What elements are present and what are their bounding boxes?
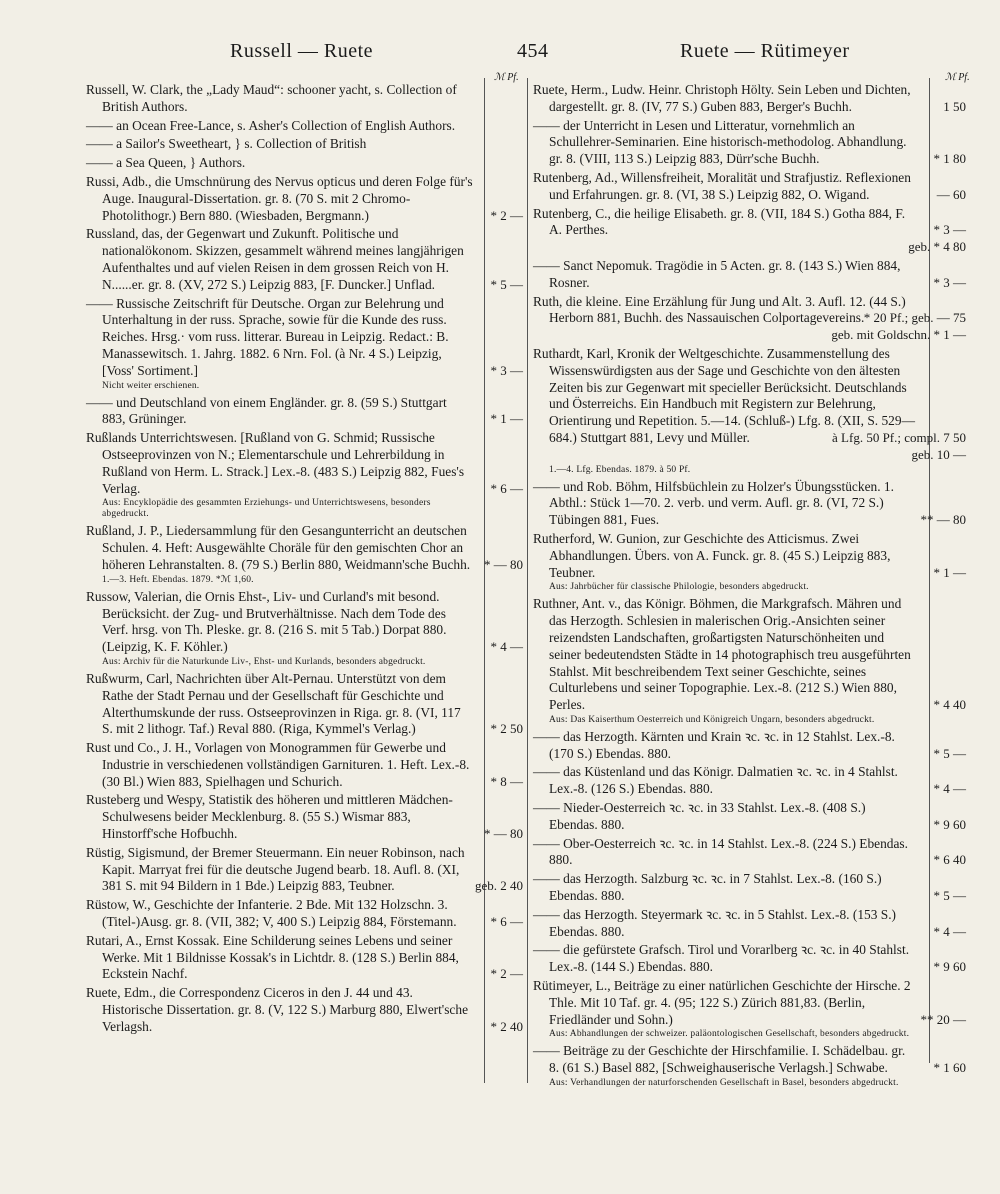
entry-price: * — 80 [484,556,523,572]
entry-price: geb. 2 40 [474,878,523,894]
entry-text: —— Beiträge zu der Geschichte der Hirschfamilie. I. Schädelbau. gr. 8. (61 S.) Basel 882, [Schweighauserische Verlagsh.] Schwabe. [533,1043,906,1076]
catalog-entry [533,346,966,464]
entry-text: —— und Deutschland von einem Engländer. gr. 8. (59 S.) Stuttgart 883, Grüninger. [86,394,447,427]
entry-text: —— das Herzogth. Salzburg ꝛc. ꝛc. in 7 Stahlst. Lex.-8. (160 S.) Ebendas. 880. [533,871,882,904]
entry-price: ** 20 — [920,1011,966,1027]
catalog-entry [86,296,523,380]
entry-text: Rutherford, W. Gunion, zur Geschichte des Atticismus. Zwei Abhandlungen. Übers. von A. Funck. gr. 8. (45 S.) Leipzig 883, Teubner. [533,530,891,580]
catalog-entry [533,531,966,581]
entry-price: * 2 — [490,207,523,223]
page-header [0,40,1000,70]
entry-note: Aus: Archiv für die Naturkunde Liv-, Ehst- und Kurlands, besonders abgedruckt. [102,656,426,667]
entry-text: —— an Ocean Free-Lance, s. Asher's Collection of English Authors. [86,117,456,133]
entry-text: Rusteberg und Wespy, Statistik des höheren und mittleren Mädchen-Schulwesens beider Mecklenburg. 8. (55 S.) Wismar 883, Hinstorff'sche Hofbuchh. [86,792,453,842]
catalog-entry [533,118,966,168]
entry-text: Ruthner, Ant. v., das Königr. Böhmen, die Markgrafsch. Mähren und das Herzogth. Schlesien in malerischen Orig.-Ansichten seiner reizendsten Landschaften, großartigsten Naturschönheiten und seiner bedeutendsten Städte in 14 photographisch treu ausgeführten Stahlst. Mit beschreibendem Text seiner Geschichte, seines Culturlebens und seiner Topographie. Lex.-8. (212 S.) Wien 880, Perles. [533,596,911,713]
entry-text: —— das Küstenland und das Königr. Dalmatien ꝛc. ꝛc. in 4 Stahlst. Lex.-8. (126 S.) Ebendas. 880. [533,764,898,797]
catalog-entry [533,729,966,763]
entry-price: * 6 — [490,914,523,930]
entry-note: Aus: Jahrbücher für classische Philologie, besonders abgedruckt. [549,582,809,593]
catalog-entry [86,933,523,983]
entry-text: Russow, Valerian, die Ornis Ehst-, Liv- und Curland's mit besond. Berücksicht. der Zug- und Brutverhältnisse. Nach dem Tode des Verf. hrsg. von Th. Pleske. gr. 8. (216 S. mit 5 Tab.) Dorpat 880. (Leipzig, K. F. Köhler.) [86,588,447,655]
entry-note: 1.—3. Heft. Ebendas. 1879. *ℳ 1,60. [102,574,254,585]
entry-text: Ruete, Edm., die Correspondenz Ciceros in den J. 44 und 43. Historische Dissertation. gr. 8. (V, 122 S.) Marburg 880, Elwert'sche Verlagsh. [86,985,469,1034]
entry-price: à Lfg. 50 Pf.; compl. 7 50 [832,429,966,445]
catalog-entry [86,792,523,842]
catalog-entry [533,978,966,1028]
catalog-entry [86,82,523,116]
page-number: 454 [517,40,549,62]
catalog-entry [533,206,966,256]
catalog-entry [533,596,966,714]
entry-price: * 1 — [933,564,966,580]
entry-price: * 3 — [490,362,523,378]
entry-text: Rutari, A., Ernst Kossak. Eine Schilderung seines Lebens und seiner Werke. Mit 1 Bildnisse Kossak's in Lichtdr. 8. (128 S.) Berlin 884, Eckstein Nachf. [86,932,459,982]
entry-price: * 2 40 [490,1018,523,1034]
entry-note: 1.—4. Lfg. Ebendas. 1879. à 50 Pf. [549,464,691,475]
entry-text: —— a Sailor's Sweetheart, } s. Collection of British [86,136,367,152]
entry-price: * 20 Pf.; geb. — 75 [863,310,966,326]
catalog-entry [86,740,523,790]
catalog-entry [533,836,966,870]
entry-price: * 8 — [490,773,523,789]
catalog-entry [86,671,523,738]
entry-price: * 4 40 [933,697,966,713]
catalog-entry [533,871,966,905]
entry-text: —— Russische Zeitschrift für Deutsche. Organ zur Belehrung und Unterhaltung in der russ. Sprache, sowie für die Kunde des russ. Reiches. Hrsg.· vom russ. litterar. Bureau in Leipzig. Redact.: B. Manassewitsch. 1. Jahrg. 1882. 6 Nrn. Fol. (à Nr. 4 S.) Leipzig, [Voss' Sortiment.] [86,295,449,378]
entry-text: Ruthardt, Karl, Kronik der Weltgeschichte. Zusammenstellung des Wissenswürdigsten aus der Sage und Geschichte von den ältesten Zeiten bis zur Gegenwart mit specieller Berücksicht. Deutschlands und Österreichs. Ein Handbuch mit Registern zur Belehrung, Orientirung und Repetition. 5.—14. (Schluß-) Lfg. 8. (XII, S. 529—684.) Stuttgart 881, Levy und Müller. [533,345,915,445]
entry-price: * 2 — [490,966,523,982]
entry-price: * 4 — [490,639,523,655]
entry-text: Rüstig, Sigismund, der Bremer Steuermann. Ein neuer Robinson, nach Kapit. Marryat frei für die deutsche Jugend bearb. 18. Aufl. 8. (XI, 381 S. mit 94 Bildern in 1 Bde.) Leipzig 883, Teubner. [86,844,465,894]
entry-text: Rüstow, W., Geschichte der Infanterie. 2 Bde. Mit 132 Holzschn. 3. (Titel-)Ausg. gr. 8. (VII, 382; V, 400 S.) Leipzig 884, Förstemann. [86,897,457,930]
running-head-right: Ruete — Rütimeyer [680,40,850,62]
entry-text: —— a Sea Queen, } Authors. [86,155,246,171]
entry-text: Rütimeyer, L., Beiträge zu einer natürlichen Geschichte der Hirsche. 2 Thle. Mit 10 Taf. gr. 4. (95; 122 S.) Zürich 881,83. (Berlin, Friedländer und Sohn.) [533,978,911,1027]
entry-text: Rust und Co., J. H., Vorlagen von Monogrammen für Gewerbe und Industrie in verschiedenen vollständigen Garnituren. 1. Heft. Lex.-8. (30 Bl.) Wien 883, Spielhagen und Schurich. [86,740,470,789]
entry-price: * 6 40 [933,852,966,868]
right-column [533,82,966,1092]
entry-text: Ruth, die kleine. Eine Erzählung für Jung und Alt. 3. Aufl. 12. (44 S.) Herborn 881, Buchh. des Nassauischen Colportagevereins. [533,293,906,326]
catalog-entry [533,942,966,976]
entry-text: Rußlands Unterrichtswesen. [Rußland von G. Schmid; Russische Ostseeprovinzen von N.; Elementarschule und Lehrerbildung in Rußland von Herm. L. Strack.] Lex.-8. (483 S.) Leipzig 882, Fues's Verlag. [86,430,465,496]
catalog-entry [86,589,523,656]
entry-text: —— das Herzogth. Kärnten und Krain ꝛc. ꝛc. in 12 Stahlst. Lex.-8. (170 S.) Ebendas. 880. [533,728,895,761]
entry-text: Rutenberg, Ad., Willensfreiheit, Moralität und Strafjustiz. Reflexionen und Erfahrungen. gr. 8. (VI, 38 S.) Leipzig 882, O. Wigand. [533,169,911,202]
entry-price: — 60 [936,186,966,202]
catalog-entry [533,1043,966,1077]
price-column-header-left: ℳ Pf. [494,72,519,83]
entry-price: * 9 60 [933,816,966,832]
entry-price: ** — 80 [920,512,966,528]
entry-text: Russell, W. Clark, the „Lady Maud“: schooner yacht, s. Collection of British Authors. [86,82,457,114]
entry-price: 1 50 [943,98,966,114]
catalog-entry [86,897,523,931]
catalog-entry [533,294,966,344]
catalog-entry [86,395,523,429]
catalog-entry [86,155,523,172]
running-head-left: Russell — Ruete [230,40,374,62]
catalog-entry [533,800,966,834]
catalog-entry [86,523,523,573]
entry-price: * 2 50 [490,721,523,737]
entry-price: * 1 60 [933,1060,966,1076]
catalog-entry [533,764,966,798]
entry-price: * 5 — [933,745,966,761]
entry-text: —— Nieder-Oesterreich ꝛc. ꝛc. in 33 Stahlst. Lex.-8. (408 S.) Ebendas. 880. [533,800,866,832]
column-rule [527,78,528,1083]
entry-price: * 4 — [933,923,966,939]
entry-price: * 3 — [933,222,966,238]
entry-price: * 6 — [490,480,523,496]
catalog-entry [86,136,523,153]
entry-text: Russi, Adb., die Umschnürung des Nervus opticus und deren Folge für's Auge. Inaugural-Dissertation. gr. 8. (70 S. mit 2 Chromo-Photolithogr.) Bern 880. (Wiesbaden, Bergmann.) [86,173,473,223]
catalog-entry [86,226,523,293]
catalog-entry [86,985,523,1035]
entry-price: * 5 — [490,276,523,292]
entry-text: —— das Herzogth. Steyermark ꝛc. ꝛc. in 5 Stahlst. Lex.-8. (153 S.) Ebendas. 880. [533,906,897,939]
entry-text: —— Sanct Nepomuk. Tragödie in 5 Acten. gr. 8. (143 S.) Wien 884, Rosner. [533,257,901,290]
entry-price: * — 80 [484,826,523,842]
catalog-entry [533,907,966,941]
entry-price-bound: geb. mit Goldschn. * 1 — [831,327,966,343]
entry-text: —— die gefürstete Grafsch. Tirol und Vorarlberg ꝛc. ꝛc. in 40 Stahlst. Lex.-8. (144 S.) Ebendas. 880. [533,942,910,975]
entry-note: Aus: Abhandlungen der schweizer. paläontologischen Gesellschaft, besonders abgedruckt. [549,1029,910,1040]
entry-text: Ruete, Herm., Ludw. Heinr. Christoph Hölty. Sein Leben und Dichten, dargestellt. gr. 8. (IV, 77 S.) Guben 883, Berger's Buchh. [533,82,911,114]
entry-text: —— und Rob. Böhm, Hilfsbüchlein zu Holzer's Übungsstücken. 1. Abthl.: Stück 1—70. 2. verb. und verm. Aufl. gr. 8. (VI, 72 S.) Tübingen 881, Fues. [533,478,894,528]
entry-note: Nicht weiter erschienen. [102,380,200,391]
catalog-entry [86,845,523,895]
entry-text: Rutenberg, C., die heilige Elisabeth. gr. 8. (VII, 184 S.) Gotha 884, F. A. Perthes. [533,205,906,238]
entry-text: Rußland, J. P., Liedersammlung für den Gesangunterricht an deutschen Schulen. 4. Heft: Ausgewählte Choräle für den gemischten Chor an höheren Lehranstalten. 8. (79 S.) Berlin 880, Weidmann'sche Buchh. [86,523,471,572]
entry-text: —— der Unterricht in Lesen und Litteratur, vornehmlich an Schullehrer-Seminarien. Eine historisch-methodolog. Abhandlung. gr. 8. (VIII, 113 S.) Leipzig 883, Dürr'sche Buchh. [533,117,907,167]
entry-price: * 5 — [933,888,966,904]
catalog-entry [533,258,966,292]
catalog-entry [86,118,523,135]
entry-price: * 4 — [933,781,966,797]
entry-price: * 3 — [933,274,966,290]
entry-note: Aus: Verhandlungen der naturforschenden Gesellschaft in Basel, besonders abgedruckt. [549,1078,899,1089]
entry-text: Rußwurm, Carl, Nachrichten über Alt-Pernau. Unterstützt von dem Rathe der Stadt Pernau und der Gesellschaft für Geschichte und Alterthumskunde der russ. Ostseeprovinzen in Riga. gr. 8. (VI, 117 S. mit 2 lithogr. Taf.) Reval 880. (Riga, Kymmel's Verlag.) [86,670,461,737]
entry-text: Russland, das, der Gegenwart und Zukunft. Politische und nationalökonom. Skizzen, gesammelt während meines langjährigen Aufenthaltes und auf vielen Reisen in dem grossen Reich von H. N......er. gr. 8. (XV, 272 S.) Leipzig 883, [F. Duncker.] Unflad. [86,226,464,292]
entry-price-bound: geb. * 4 80 [908,239,966,255]
entry-price-bound: geb. 10 — [911,446,966,462]
price-column-header-right: ℳ Pf. [945,72,970,83]
entry-note: Aus: Das Kaiserthum Oesterreich und Königreich Ungarn, besonders abgedruckt. [549,714,875,725]
entry-text: —— Ober-Oesterreich ꝛc. ꝛc. in 14 Stahlst. Lex.-8. (224 S.) Ebendas. 880. [533,835,908,868]
catalog-entry [86,430,523,497]
left-column [86,82,523,1038]
catalog-entry [533,82,966,116]
entry-price: * 1 — [490,411,523,427]
catalog-entry [86,174,523,224]
entry-price: * 9 60 [933,959,966,975]
entry-note: Aus: Encyklopädie des gesammten Erziehungs- und Unterrichtswesens, besonders abgedruckt. [102,498,431,520]
catalog-entry [533,479,966,529]
catalog-entry [533,170,966,204]
entry-price: * 1 80 [933,151,966,167]
